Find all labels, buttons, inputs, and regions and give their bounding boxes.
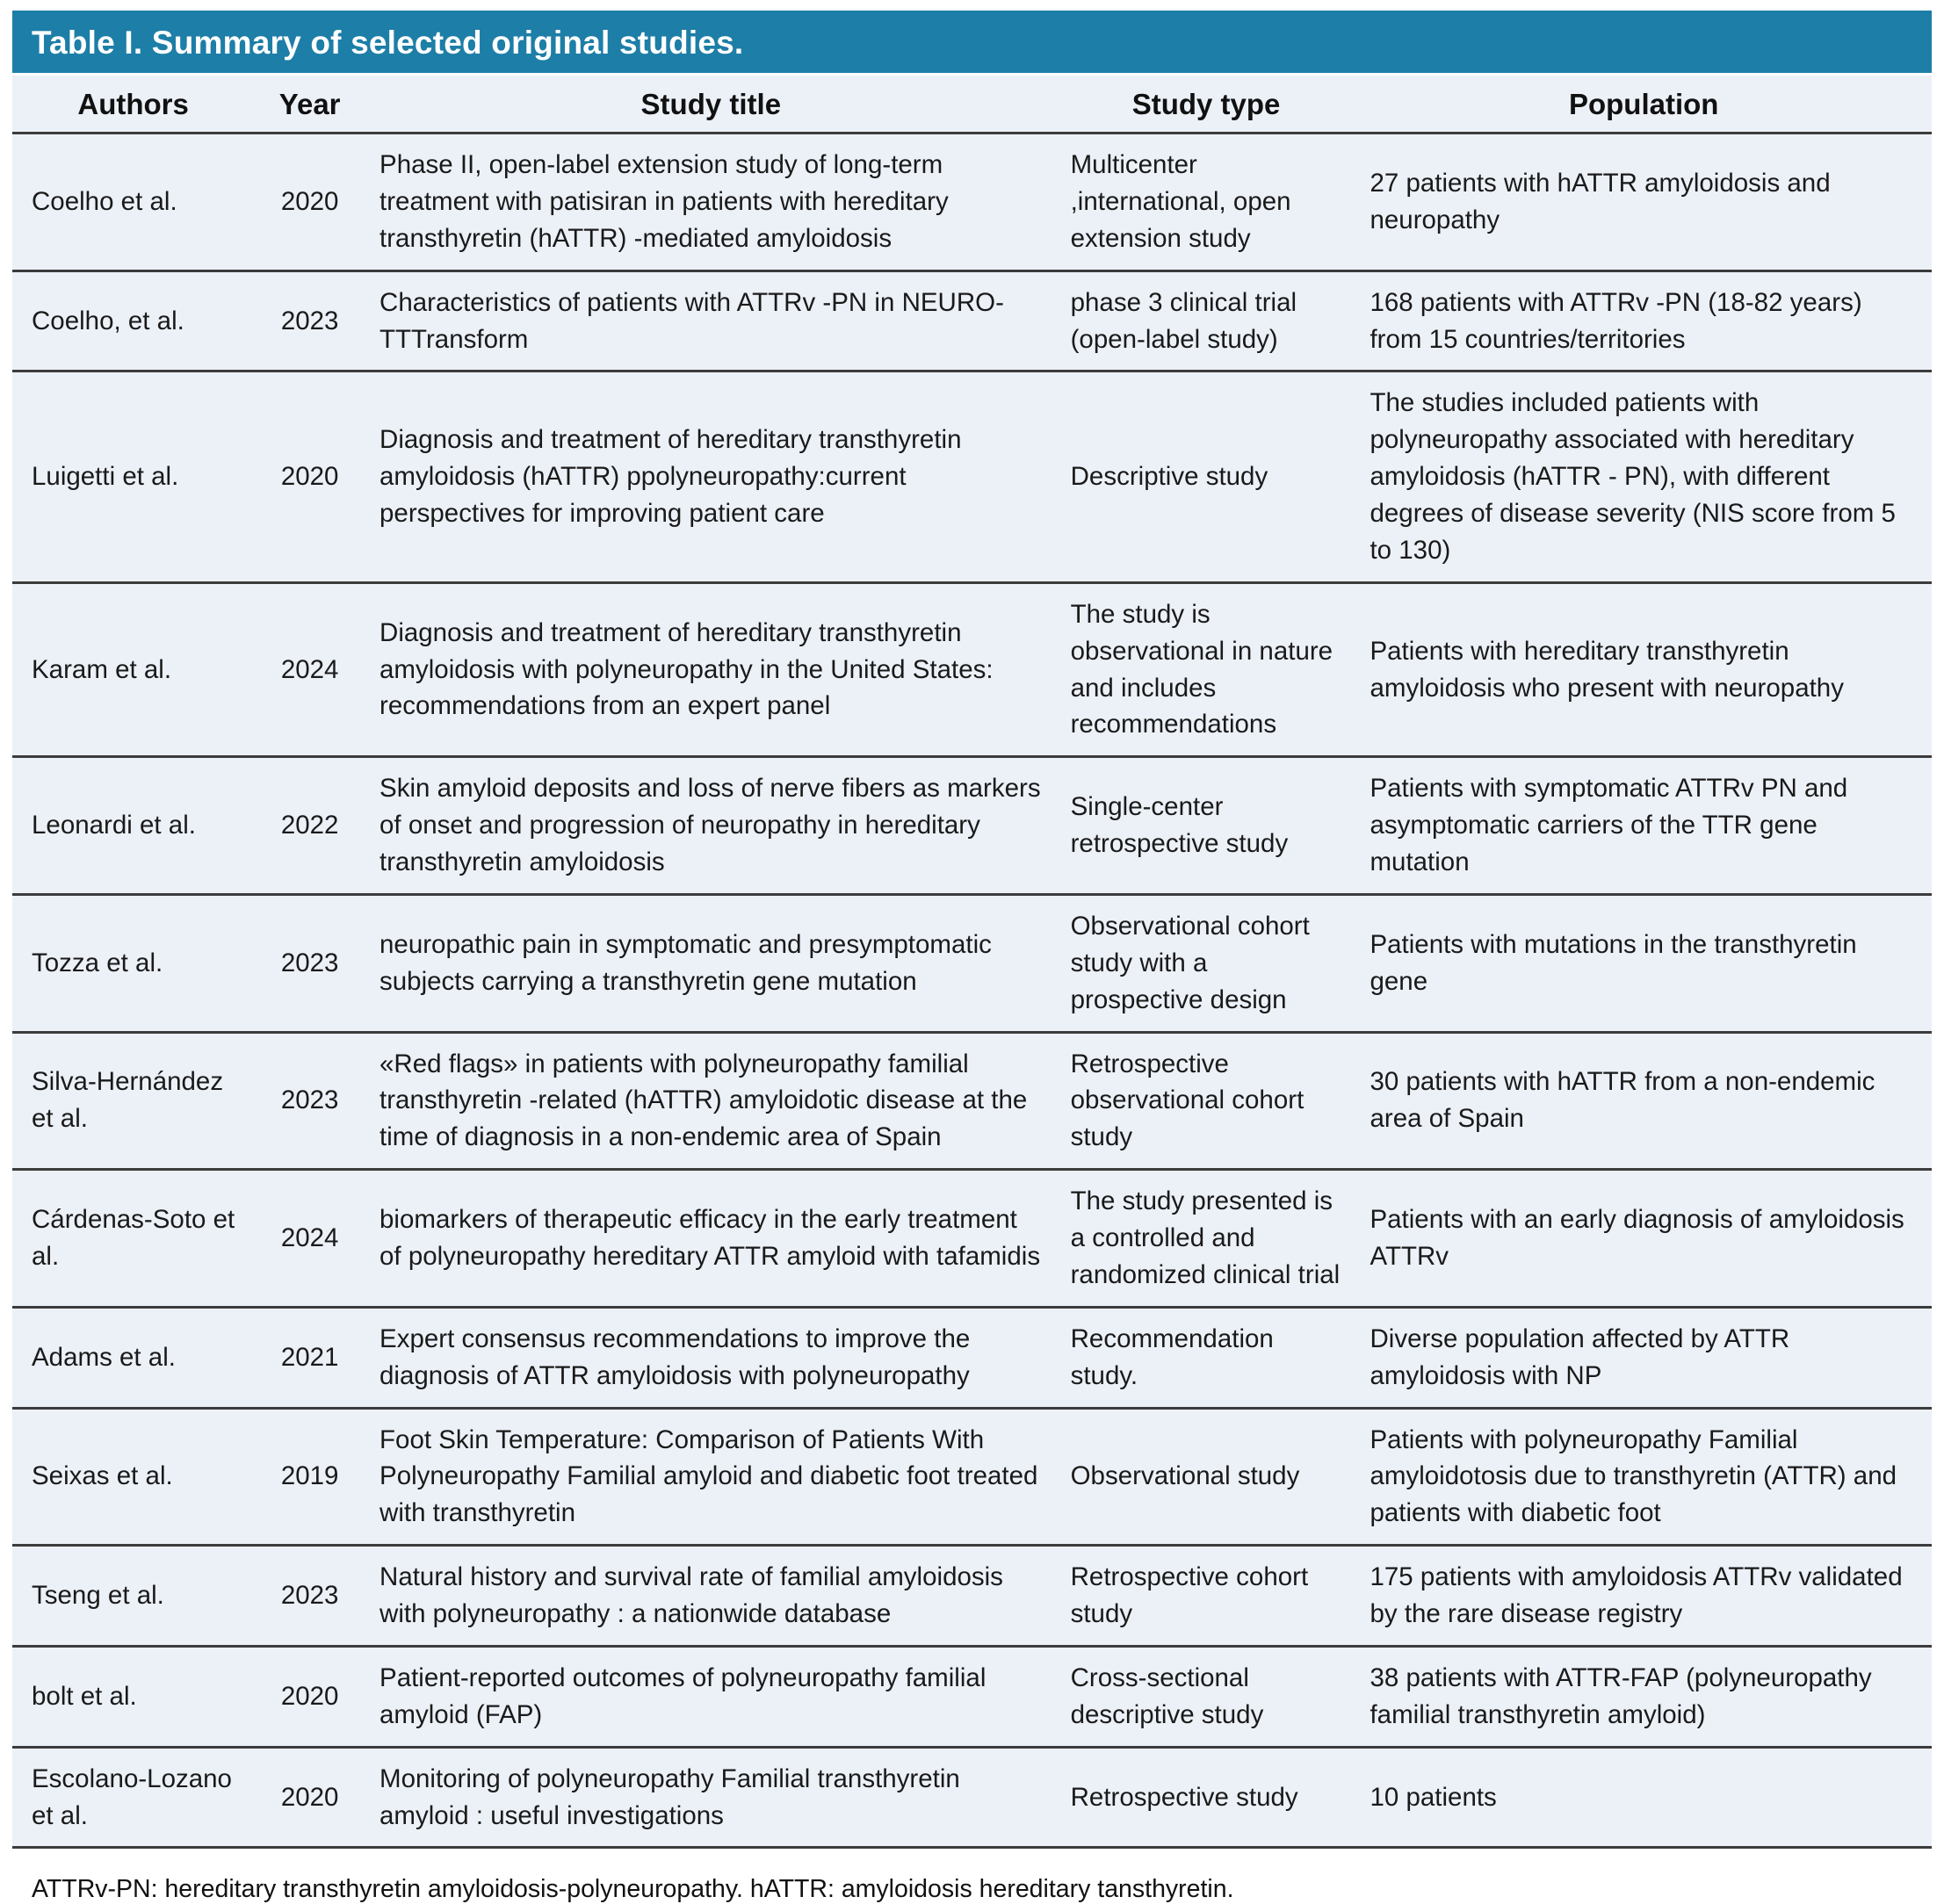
study-title-cell: «Red flags» in patients with polyneuropathy familial transthyretin -related (hATTR) amyloidotic disease at the time of diagnosis in a non-endemic area of Spain — [365, 1032, 1057, 1170]
authors-cell: Leonardi et al. — [12, 757, 254, 895]
study-type-cell: Retrospective observational cohort study — [1057, 1032, 1356, 1170]
table-row — [12, 1032, 1932, 1170]
studies-table — [12, 76, 1932, 1849]
study-type-cell: The study is observational in nature and includes recommendations — [1057, 582, 1356, 757]
population-cell: 27 patients with hATTR amyloidosis and neuropathy — [1355, 133, 1932, 271]
authors-cell: Adams et al. — [12, 1307, 254, 1408]
table-row — [12, 1408, 1932, 1546]
study-type-cell: Observational study — [1057, 1408, 1356, 1546]
study-type-cell: Multicenter ,international, open extension study — [1057, 133, 1356, 271]
population-cell: The studies included patients with polyneuropathy associated with hereditary amyloidosis (hATTR - PN), with different degrees of disease severity (NIS score from 5 to 130) — [1355, 371, 1932, 582]
year-cell: 2023 — [254, 894, 365, 1032]
study-type-cell: The study presented is a controlled and randomized clinical trial — [1057, 1170, 1356, 1308]
table-body — [12, 133, 1932, 1848]
study-title-cell: Patient-reported outcomes of polyneuropathy familial amyloid (FAP) — [365, 1646, 1057, 1747]
population-cell: Diverse population affected by ATTR amyloidosis with NP — [1355, 1307, 1932, 1408]
authors-cell: bolt et al. — [12, 1646, 254, 1747]
study-title-cell: Diagnosis and treatment of hereditary transthyretin amyloidosis with polyneuropathy in the United States: recommendations from an expert panel — [365, 582, 1057, 757]
study-title-cell: Diagnosis and treatment of hereditary transthyretin amyloidosis (hATTR) ppolyneuropathy:current perspectives for improving patient care — [365, 371, 1057, 582]
study-title-cell: neuropathic pain in symptomatic and presymptomatic subjects carrying a transthyretin gene mutation — [365, 894, 1057, 1032]
population-cell: Patients with polyneuropathy Familial amyloidotosis due to transthyretin (ATTR) and patients with diabetic foot — [1355, 1408, 1932, 1546]
year-cell: 2024 — [254, 582, 365, 757]
table-row — [12, 894, 1932, 1032]
population-cell: 30 patients with hATTR from a non-endemic area of Spain — [1355, 1032, 1932, 1170]
year-cell: 2019 — [254, 1408, 365, 1546]
year-cell: 2022 — [254, 757, 365, 895]
table-row — [12, 757, 1932, 895]
population-cell: Patients with symptomatic ATTRv PN and asymptomatic carriers of the TTR gene mutation — [1355, 757, 1932, 895]
table-row — [12, 1747, 1932, 1848]
year-cell: 2021 — [254, 1307, 365, 1408]
year-cell: 2020 — [254, 371, 365, 582]
authors-cell: Cárdenas-Soto et al. — [12, 1170, 254, 1308]
table-row — [12, 582, 1932, 757]
footnote: ATTRv-PN: hereditary transthyretin amyloidosis-polyneuropathy. hATTR: amyloidosis hereditary tansthyretin. — [32, 1875, 1234, 1904]
study-type-cell: phase 3 clinical trial (open-label study) — [1057, 270, 1356, 371]
authors-cell: Tozza et al. — [12, 894, 254, 1032]
study-type-cell: Observational cohort study with a prospective design — [1057, 894, 1356, 1032]
column-header-study-title: Study title — [365, 76, 1057, 133]
year-cell: 2020 — [254, 1747, 365, 1848]
study-type-cell: Cross-sectional descriptive study — [1057, 1646, 1356, 1747]
table-row — [12, 1307, 1932, 1408]
authors-cell: Luigetti et al. — [12, 371, 254, 582]
column-header-authors: Authors — [12, 76, 254, 133]
table-row — [12, 1646, 1932, 1747]
table-title: Table I. Summary of selected original studies. — [12, 11, 1932, 76]
table-header — [12, 76, 1932, 133]
column-header-population: Population — [1355, 76, 1932, 133]
table-row — [12, 1546, 1932, 1647]
authors-cell: Tseng et al. — [12, 1546, 254, 1647]
population-cell: Patients with hereditary transthyretin amyloidosis who present with neuropathy — [1355, 582, 1932, 757]
authors-cell: Silva-Hernández et al. — [12, 1032, 254, 1170]
study-type-cell: Single-center retrospective study — [1057, 757, 1356, 895]
population-cell: Patients with an early diagnosis of amyloidosis ATTRv — [1355, 1170, 1932, 1308]
authors-cell: Seixas et al. — [12, 1408, 254, 1546]
table-row — [12, 270, 1932, 371]
study-title-cell: Foot Skin Temperature: Comparison of Patients With Polyneuropathy Familial amyloid and diabetic foot treated with transthyretin — [365, 1408, 1057, 1546]
population-cell: 175 patients with amyloidosis ATTRv validated by the rare disease registry — [1355, 1546, 1932, 1647]
study-type-cell: Retrospective study — [1057, 1747, 1356, 1848]
year-cell: 2023 — [254, 1546, 365, 1647]
table-row — [12, 371, 1932, 582]
study-type-cell: Retrospective cohort study — [1057, 1546, 1356, 1647]
column-header-year: Year — [254, 76, 365, 133]
authors-cell: Coelho et al. — [12, 133, 254, 271]
study-title-cell: Monitoring of polyneuropathy Familial transthyretin amyloid : useful investigations — [365, 1747, 1057, 1848]
study-title-cell: Natural history and survival rate of familial amyloidosis with polyneuropathy : a nationwide database — [365, 1546, 1057, 1647]
authors-cell: Escolano-Lozano et al. — [12, 1747, 254, 1848]
year-cell: 2020 — [254, 1646, 365, 1747]
year-cell: 2024 — [254, 1170, 365, 1308]
study-title-cell: Skin amyloid deposits and loss of nerve fibers as markers of onset and progression of neuropathy in hereditary transthyretin amyloidosis — [365, 757, 1057, 895]
population-cell: 10 patients — [1355, 1747, 1932, 1848]
year-cell: 2020 — [254, 133, 365, 271]
population-cell: 38 patients with ATTR-FAP (polyneuropathy familial transthyretin amyloid) — [1355, 1646, 1932, 1747]
table-row — [12, 1170, 1932, 1308]
authors-cell: Coelho, et al. — [12, 270, 254, 371]
table-row — [12, 133, 1932, 271]
study-type-cell: Descriptive study — [1057, 371, 1356, 582]
study-title-cell: Expert consensus recommendations to improve the diagnosis of ATTR amyloidosis with polyneuropathy — [365, 1307, 1057, 1408]
authors-cell: Karam et al. — [12, 582, 254, 757]
population-cell: 168 patients with ATTRv -PN (18-82 years) from 15 countries/territories — [1355, 270, 1932, 371]
year-cell: 2023 — [254, 1032, 365, 1170]
study-title-cell: biomarkers of therapeutic efficacy in the early treatment of polyneuropathy hereditary ATTR amyloid with tafamidis — [365, 1170, 1057, 1308]
population-cell: Patients with mutations in the transthyretin gene — [1355, 894, 1932, 1032]
study-title-cell: Phase II, open-label extension study of long-term treatment with patisiran in patients with hereditary transthyretin (hATTR) -mediated amyloidosis — [365, 133, 1057, 271]
column-header-study-type: Study type — [1057, 76, 1356, 133]
study-type-cell: Recommendation study. — [1057, 1307, 1356, 1408]
year-cell: 2023 — [254, 270, 365, 371]
study-title-cell: Characteristics of patients with ATTRv -PN in NEURO- TTTransform — [365, 270, 1057, 371]
